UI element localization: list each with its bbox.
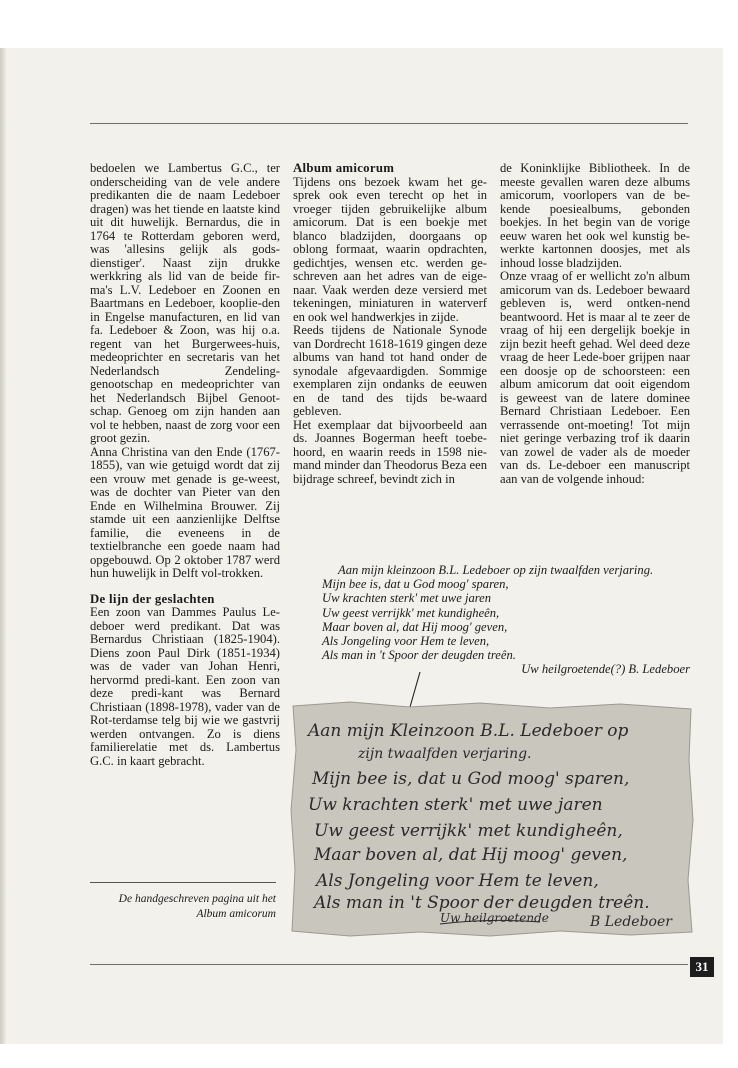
book-spine-edge bbox=[0, 48, 6, 1044]
text-column-1 bbox=[90, 162, 280, 768]
paragraph: Het exemplaar dat bijvoorbeeld aan ds. Joannes Bogerman heeft toebe-hoord, en waarin reeds in 1598 nie-mand minder dan Theodorus Beza een bijdrage schreef, bevindt zich in bbox=[293, 417, 487, 486]
poem-line: Uw krachten sterk' met uwe jaren bbox=[322, 591, 492, 606]
text-column-3 bbox=[500, 162, 690, 486]
manuscript-line: Mijn bee is, dat u God moog' sparen, bbox=[312, 769, 630, 789]
poem-signature: Uw heilgroetende(?) B. Ledeboer bbox=[521, 662, 690, 677]
poem-title: Aan mijn kleinzoon B.L. Ledeboer op zijn twaalfden verjaring. bbox=[338, 563, 654, 577]
paragraph: Onze vraag of er wellicht zo'n album amicorum van ds. Ledeboer bewaard gebleven is, werd ontken-nend beantwoord. Het is maar al te zeer de vraag of hij een dergelijk boekje in zijn bezit heeft gehad. Wel deed deze vraag de heer Lede-boer grijpen naar een doosje op de schoorsteen: een album amicorum dat ooit eigendom is geweest van de latere dominee Bernard Christiaan Ledeboer. Een verrassende ont-moeting! Tot mijn niet geringe verbazing trof ik daarin van zowel de vader als de moeder van ds. Le-deboer een manuscript aan van de volgende inhoud: bbox=[500, 269, 690, 486]
manuscript-line: Als man in 't Spoor der deugden treên. bbox=[314, 893, 650, 913]
spacer bbox=[90, 581, 280, 593]
poem-line: Mijn bee is, dat u God moog' sparen, bbox=[322, 577, 509, 592]
poem-line: Maar boven al, dat Hij moog' geven, bbox=[322, 619, 508, 634]
manuscript-line: Aan mijn Kleinzoon B.L. Ledeboer op bbox=[308, 721, 629, 741]
text-column-2 bbox=[293, 162, 487, 486]
section-heading: Album amicorum bbox=[293, 161, 395, 175]
caption-rule bbox=[90, 882, 276, 883]
manuscript-line: Uw krachten sterk' met uwe jaren bbox=[308, 795, 603, 815]
manuscript-signature: B Ledeboer bbox=[590, 914, 672, 930]
poem-transcription bbox=[322, 563, 690, 677]
paragraph: Tijdens ons bezoek kwam het ge-sprek ook even terecht op het in vroeger tijden gebruikelijke album amicorum. Dat is een boekje met blanco bladzijden, doorgaans op oblong formaat, waarin opdrachten, gedichtjes, wensen etc. werden ge-schreven aan het adres van de eige-naar. Vaak werden deze versierd met tekeningen, miniaturen in waterverf en ook wel handwerkjes in zijde. bbox=[293, 174, 487, 324]
paragraph: Anna Christina van den Ende (1767-1855), van wie getuigd wordt dat zij een vrouw met genade is ge-weest, was de dochter van Pieter van den Ende en Wilhelmina Brouwer. Zij stamde uit een aanzienlijke Delftse familie, die eveneens in de textielbranche een goede naam had opgebouwd. Op 2 oktober 1787 werd hun huwelijk in Delft vol-trokken. bbox=[90, 444, 280, 580]
poem-line: Als man in 't Spoor der deugden treên. bbox=[322, 648, 516, 663]
manuscript-line: Maar boven al, dat Hij moog' geven, bbox=[314, 845, 628, 865]
manuscript-line: Uw geest verrijkk' met kundigheên, bbox=[314, 821, 623, 841]
paragraph: Reeds tijdens de Nationale Synode van Dordrecht 1618-1619 gingen deze albums van hand tot hand onder de synodale afgevaardigden. Sommige exemplaren zijn ondanks de eeuwen en de tand des tijds be-waard gebleven. bbox=[293, 323, 487, 418]
paragraph: de Koninklijke Bibliotheek. In de meeste gevallen waren deze albums amicorum, voorlopers van de be-kende poesiealbums, gebonden boekjes. In het begin van de vorige eeuw waren het ook wel kunstig be-werkte kartonnen doosjes, met als inhoud losse bladzijden. bbox=[500, 161, 690, 270]
manuscript-line: Als Jongeling voor Hem te leven, bbox=[316, 871, 599, 891]
manuscript-line: zijn twaalfden verjaring. bbox=[358, 746, 532, 762]
paragraph: bedoelen we Lambertus G.C., ter onderscheiding van de vele andere predikanten die de naam Ledeboer dragen) was het tiende en laatste kind uit dit huwelijk. Bernardus, die in 1764 te Rotterdam geboren werd, was 'allesins gelijk als gods-dienstiger'. Naast zijn drukke werkkring als lid van de beide fir-ma's L.V. Ledeboer en Zoonen en Baartmans en Ledeboer, kooplie-den in Engelse manufacturen, en lid van fa. Ledeboer & Zoon, was hij o.a. regent van het Burgerwees-huis, medeoprichter en secretaris van het Nederlandsch Zendeling-genootschap en medeoprichter van het Nederlandsch Bijbel Genoot-schap. Genoeg om zijn handen aan vol te hebben, naast de zorg voor een groot gezin. bbox=[90, 161, 280, 445]
poem-line: Als Jongeling voor Hem te leven, bbox=[322, 634, 490, 649]
handwritten-manuscript-image bbox=[290, 700, 694, 938]
bottom-rule bbox=[90, 964, 688, 965]
page-number: 31 bbox=[690, 957, 714, 977]
section-heading: De lijn der geslachten bbox=[90, 591, 215, 606]
paragraph: Een zoon van Dammes Paulus Le-deboer werd predikant. Dat was Bernardus Christiaan (1825-1904). Diens zoon Paul Dirk (1851-1934) was de vader van Johan Henri, hervormd predi-kant. Een zoon van deze predi-kant was Bernard Christiaan (1898-1978), vader van de Rot-terdamse telg bij wie we gastvrij werden ontvangen. Zo is diens familierelatie met ds. Lambertus G.C. in kaart gebracht. bbox=[90, 605, 280, 768]
top-rule bbox=[90, 123, 688, 124]
poem-line: Uw geest verrijkk' met kundigheên, bbox=[322, 605, 500, 620]
manuscript-signoff: Uw heilgroetende bbox=[440, 911, 549, 925]
figure-caption: De handgeschreven pagina uit het Album amicorum bbox=[118, 893, 276, 920]
